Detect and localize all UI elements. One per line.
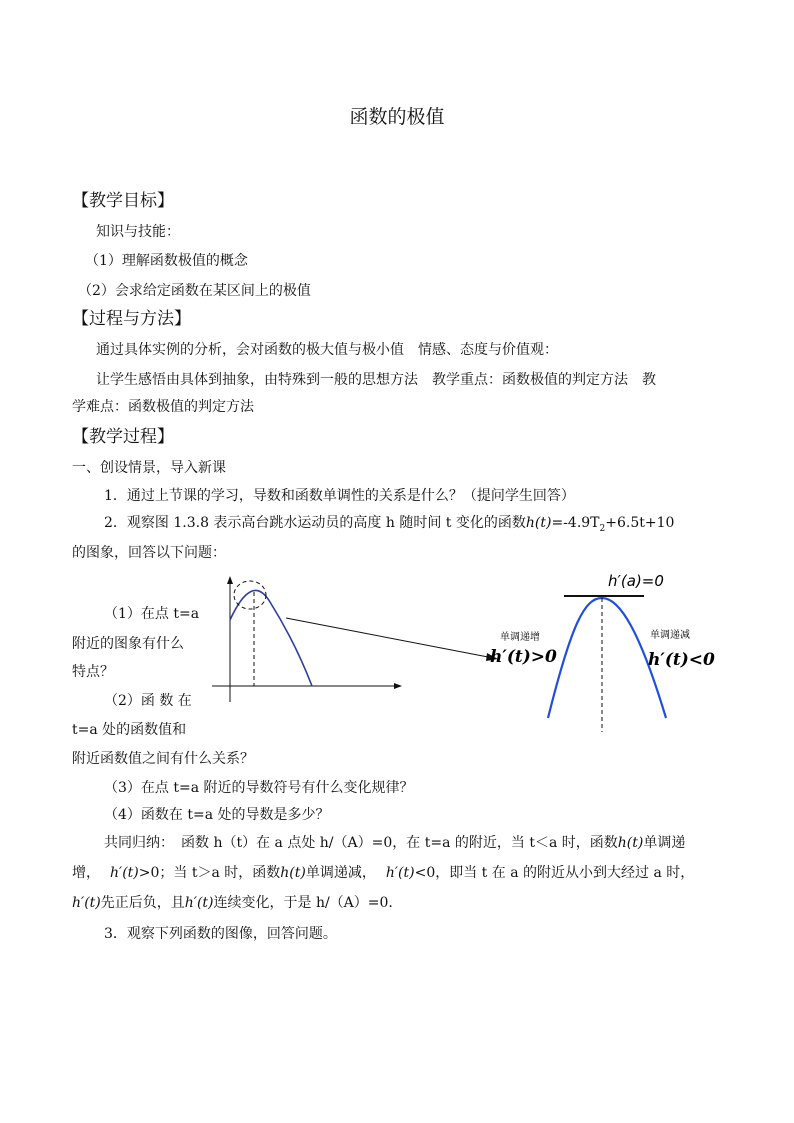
method-heading: 【过程与方法】 — [72, 309, 191, 329]
left-x-axis-arrow — [394, 683, 402, 689]
question-3: 3．观察下列函数的图像，回答问题。 — [104, 926, 337, 942]
summary-text-2d: <0，即当 t 在 a 的附近从小到大经过 a 时， — [414, 865, 695, 881]
sub-question-1-b: 附近的图象有什么 — [72, 636, 184, 652]
summary-line-2 — [72, 864, 694, 882]
summary-text-1b: 单调递 — [643, 835, 686, 851]
page-title: 函数的极值 — [349, 106, 445, 128]
goals-heading: 【教学目标】 — [72, 191, 174, 211]
sub-question-1-a: （1）在点 t=a — [104, 606, 200, 622]
summary-text-3b: 连续变化，于是 h/（A）=0. — [213, 895, 393, 911]
sub-question-2-c: 附近函数值之间有什么关系？ — [72, 751, 254, 767]
sub-question-3: （3）在点 t=a 附近的导数符号有什么变化规律？ — [104, 780, 414, 796]
label-derivative-negative: h′(t)<0 — [648, 650, 715, 670]
process-heading: 【教学过程】 — [72, 427, 174, 447]
question-2-line-2: 的图象，回答以下问题： — [72, 545, 226, 561]
math-h-prime-t: h′(t) — [72, 895, 101, 911]
summary-line-1 — [104, 834, 685, 852]
function-expression-tail: +6.5t+10 — [605, 515, 675, 531]
question-2-line-1 — [104, 514, 674, 538]
summary-text-2c: 单调递减， — [305, 865, 376, 881]
label-increasing: 单调递增 — [500, 632, 540, 643]
method-line-1: 通过具体实例的分析，会对函数的极大值与极小值 情感、态度与价值观： — [96, 342, 558, 358]
left-y-axis-arrow — [227, 576, 233, 584]
summary-text-2a: 增， — [72, 865, 100, 881]
function-expression: =-4.9T — [551, 515, 600, 531]
method-line-3: 学难点：函数极值的判定方法 — [72, 399, 254, 415]
goal-item-1: （1）理解函数极值的概念 — [85, 253, 248, 269]
left-height-curve — [230, 590, 312, 686]
sub-question-4: （4）函数在 t=a 处的导数是多少？ — [104, 807, 330, 823]
sub-question-2-a: （2）函 数 在 — [104, 693, 192, 709]
sub-question-1-c: 特点？ — [72, 664, 114, 680]
vertex-highlight-circle — [234, 581, 266, 609]
figure-diving-height — [200, 562, 730, 742]
math-h-t: h(t) — [617, 835, 644, 851]
function-subscript: 2 — [599, 523, 606, 534]
sub-question-2-b: t=a 处的函数值和 — [72, 722, 187, 738]
summary-text-2b: >0；当 t＞a 时，函数 — [138, 865, 281, 881]
question-2-text: 2．观察图 1.3.8 表示高台跳水运动员的高度 h 随时间 t 变化的函数 — [104, 515, 526, 531]
function-symbol: h(t) — [525, 515, 552, 531]
label-h-prime-a-zero: h′(a)=0 — [608, 572, 664, 590]
summary-text-1a: 共同归纳： 函数 h（t）在 a 点处 h/（A）=0，在 t=a 的附近，当 t＜a 时，函数 — [104, 835, 618, 851]
label-decreasing: 单调递减 — [650, 630, 690, 641]
part-1-heading: 一、创设情景，导入新课 — [72, 460, 226, 476]
method-line-2: 让学生感悟由具体到抽象，由特殊到一般的思想方法 教学重点：函数极值的判定方法 教 — [96, 372, 656, 388]
question-1: 1．通过上节课的学习，导数和函数单调性的关系是什么？（提问学生回答） — [104, 488, 575, 504]
summary-text-3a: 先正后负，且 — [100, 895, 185, 911]
math-h-prime-t: h′(t) — [184, 895, 214, 911]
zoom-arrow — [286, 618, 488, 657]
math-h-t: h(t) — [280, 865, 306, 881]
goals-subheading: 知识与技能： — [96, 224, 180, 240]
math-h-prime-t: h′(t) — [110, 865, 139, 881]
math-h-prime-t: h′(t) — [385, 865, 415, 881]
label-derivative-positive: h′(t)>0 — [490, 647, 557, 667]
summary-line-3 — [72, 894, 393, 912]
goal-item-2: （2）会求给定函数在某区间上的极值 — [78, 283, 311, 299]
